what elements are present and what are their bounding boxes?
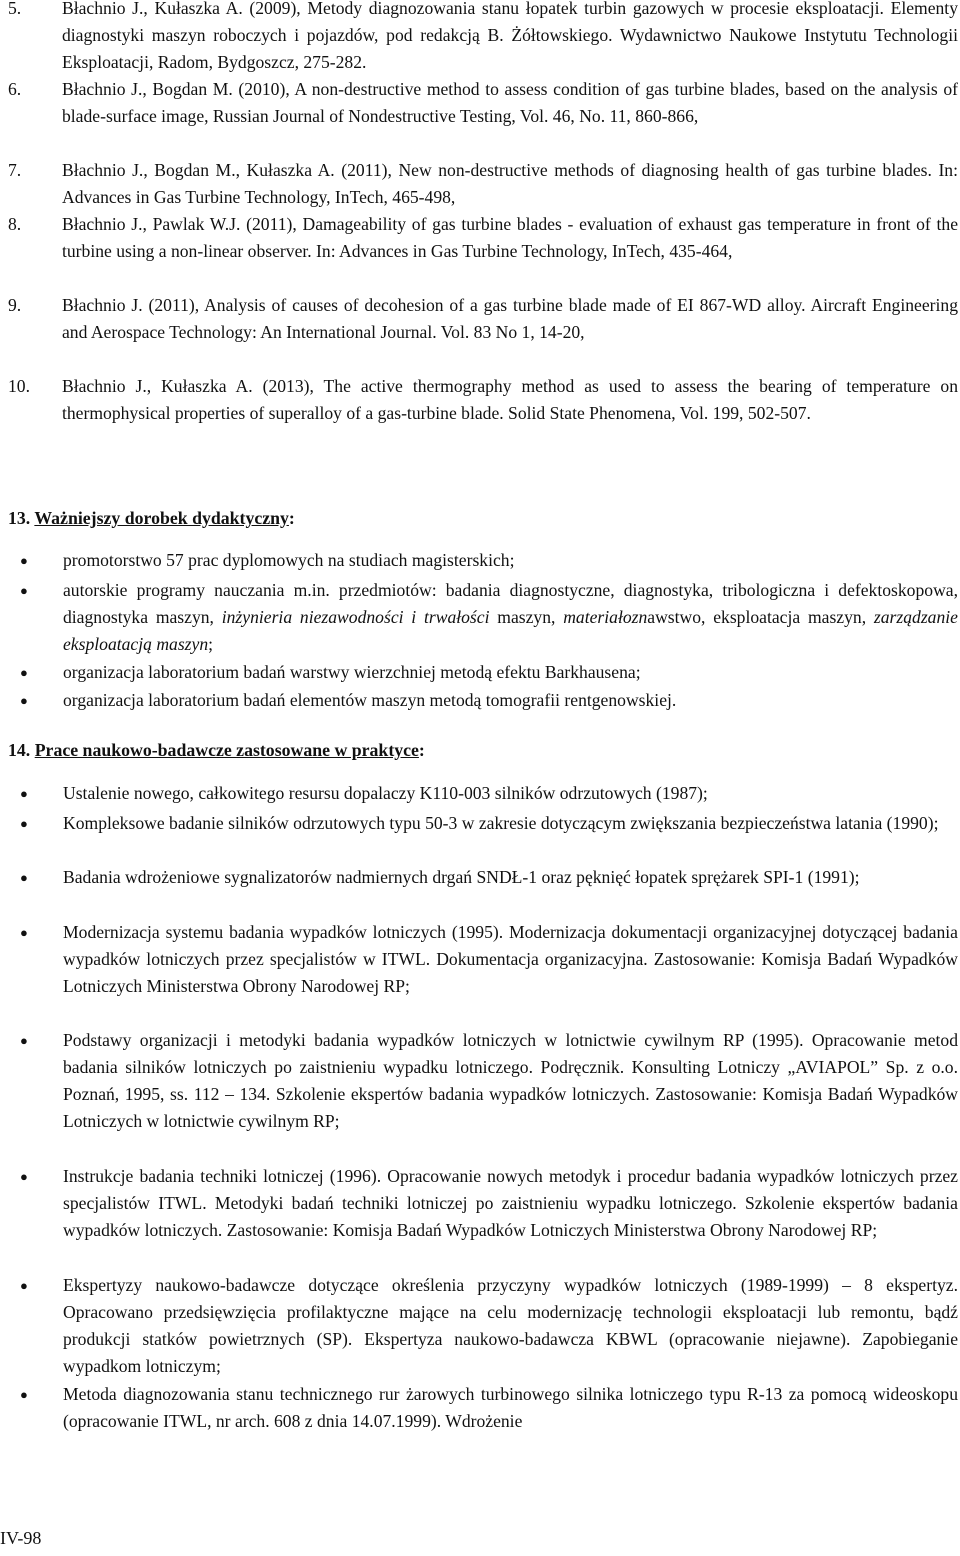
section-13-heading: 13. Ważniejszy dorobek dydaktyczny: xyxy=(8,508,295,528)
list-item: ● organizacja laboratorium badań warstwy wierzchniej metodą efektu Barkhausena; xyxy=(20,659,958,686)
list-item: ● Instrukcje badania techniki lotniczej (1996). Opracowanie nowych metodyk i procedur badania wypadków lotniczych przez specjalistów ITWL. Metodyki badań techniki lotniczej po zaistnieniu wypadku lotniczego. Szkolenie ekspertów badania wypadków lotniczych. Zastosowanie: Komisja Badań Wypadków Lotniczych Ministerstwa Obrony Narodowej RP; xyxy=(20,1163,958,1244)
page-number: IV-98 xyxy=(0,1528,42,1548)
list-item: ● organizacja laboratorium badań elementów maszyn metodą tomografii rentgenowskiej. xyxy=(20,687,958,714)
list-item: ● promotorstwo 57 prac dyplomowych na studiach magisterskich; xyxy=(20,547,958,574)
reference-item: 5. Błachnio J., Kułaszka A. (2009), Metody diagnozowania stanu łopatek turbin gazowych w procesie eksploatacji. Elementy diagnostyki maszyn roboczych i pojazdów, pod redakcją B. Żółtowskiego. Wydawnictwo Naukowe Instytutu Technologii Eksploatacji, Radom, Bydgoszcz, 275-282. xyxy=(8,0,958,72)
list-item: ● Modernizacja systemu badania wypadków lotniczych (1995). Modernizacja dokumentacji organizacyjnej dotyczącej badania wypadków lotniczych przez specjalistów w ITWL. Dokumentacja organizacyjna. Zastosowanie: Komisja Badań Wypadków Lotniczych Ministerstwa Obrony Narodowej RP; xyxy=(20,919,958,1000)
bullet-icon: ● xyxy=(20,1033,28,1048)
bullet-icon: ● xyxy=(20,816,28,831)
list-item: ● Badania wdrożeniowe sygnalizatorów nadmiernych drgań SNDŁ-1 oraz pęknięć łopatek sprężarek SPI-1 (1991); xyxy=(20,864,958,891)
list-item: ● Kompleksowe badanie silników odrzutowych typu 50-3 w zakresie dotyczącym zwiększania bezpieczeństwa latania (1990); xyxy=(20,810,958,837)
section-number: 14. xyxy=(8,740,31,760)
reference-item: 6. Błachnio J., Bogdan M. (2010), A non-destructive method to assess condition of gas turbine blades, based on the analysis of blade-surface image, Russian Journal of Nondestructive Testing, Vol. 46, No. 11, 860-866, xyxy=(8,79,958,126)
list-item: ● Ekspertyzy naukowo-badawcze dotyczące określenia przyczyny wypadków lotniczych (1989-1999) – 8 ekspertyz. Opracowano przedsięwzięcia profilaktyczne mające na celu modernizację technologii eksploatacji lub remontu, bądź produkcji statków powietrznych (SP). Ekspertyza naukowo-badawcza KBWL (opracowanie niejawne). Zapobieganie wypadkom lotniczym; xyxy=(20,1272,958,1380)
section-title: Prace naukowo-badawcze zastosowane w praktyce xyxy=(34,740,419,760)
section-title: Ważniejszy dorobek dydaktyczny xyxy=(34,508,289,528)
list-item: ● Podstawy organizacji i metodyki badania wypadków lotniczych w lotnictwie cywilnym RP (1995). Opracowanie metod badania silników lotniczych po zaistnieniu wypadku lotniczego. Podręcznik. Konsulting Lotniczy „AVIAPOL” Sp. z o.o. Poznań, 1995, ss. 112 – 134. Szkolenie ekspertów badania wypadków lotniczych. Zastosowanie: Komisja Badań Wypadków Lotniczych w lotnictwie cywilnym RP; xyxy=(20,1027,958,1135)
bullet-icon: ● xyxy=(20,870,28,885)
reference-item: 8. Błachnio J., Pawlak W.J. (2011), Damageability of gas turbine blades - evaluation of exhaust gas temperature in front of the turbine using a non-linear observer. In: Advances in Gas Turbine Technology, InTech, 435-464, xyxy=(8,214,958,261)
bullet-icon: ● xyxy=(20,693,28,708)
section-14-heading: 14. Prace naukowo-badawcze zastosowane w praktyce: xyxy=(8,740,425,760)
reference-item: 10. Błachnio J., Kułaszka A. (2013), The active thermography method as used to assess the bearing of temperature on thermophysical properties of superalloy of a gas-turbine blade. Solid State Phenomena, Vol. 199, 502-507. xyxy=(8,376,958,423)
bullet-icon: ● xyxy=(20,925,28,940)
bullet-icon: ● xyxy=(20,583,28,598)
reference-item: 9. Błachnio J. (2011), Analysis of causes of decohesion of a gas turbine blade made of EI 867-WD alloy. Aircraft Engineering and Aerospace Technology: An International Journal. Vol. 83 No 1, 14-20, xyxy=(8,295,958,342)
section-number: 13. xyxy=(8,508,31,528)
bullet-icon: ● xyxy=(20,665,28,680)
list-item: ● autorskie programy nauczania m.in. przedmiotów: badania diagnostyczne, diagnostyka, tribologiczna i defektoskopowa, diagnostyka maszyn, inżynieria niezawodności i trwałości maszyn, materiałoznawstwo, eksploatacja maszyn, zarządzanie eksploatacją maszyn; xyxy=(20,577,958,658)
bullet-icon: ● xyxy=(20,553,28,568)
list-item: ● Ustalenie nowego, całkowitego resursu dopalaczy K110-003 silników odrzutowych (1987); xyxy=(20,780,958,807)
reference-item: 7. Błachnio J., Bogdan M., Kułaszka A. (2011), New non-destructive methods of diagnosing health of gas turbine blades. In: Advances in Gas Turbine Technology, InTech, 465-498, xyxy=(8,160,958,207)
bullet-icon: ● xyxy=(20,1387,28,1402)
list-item: ● Metoda diagnozowania stanu technicznego rur żarowych turbinowego silnika lotniczego typu R-13 za pomocą wideoskopu (opracowanie ITWL, nr arch. 608 z dnia 14.07.1999). Wdrożenie xyxy=(20,1381,958,1435)
bullet-icon: ● xyxy=(20,1169,28,1184)
bullet-icon: ● xyxy=(20,786,28,801)
bullet-icon: ● xyxy=(20,1278,28,1293)
